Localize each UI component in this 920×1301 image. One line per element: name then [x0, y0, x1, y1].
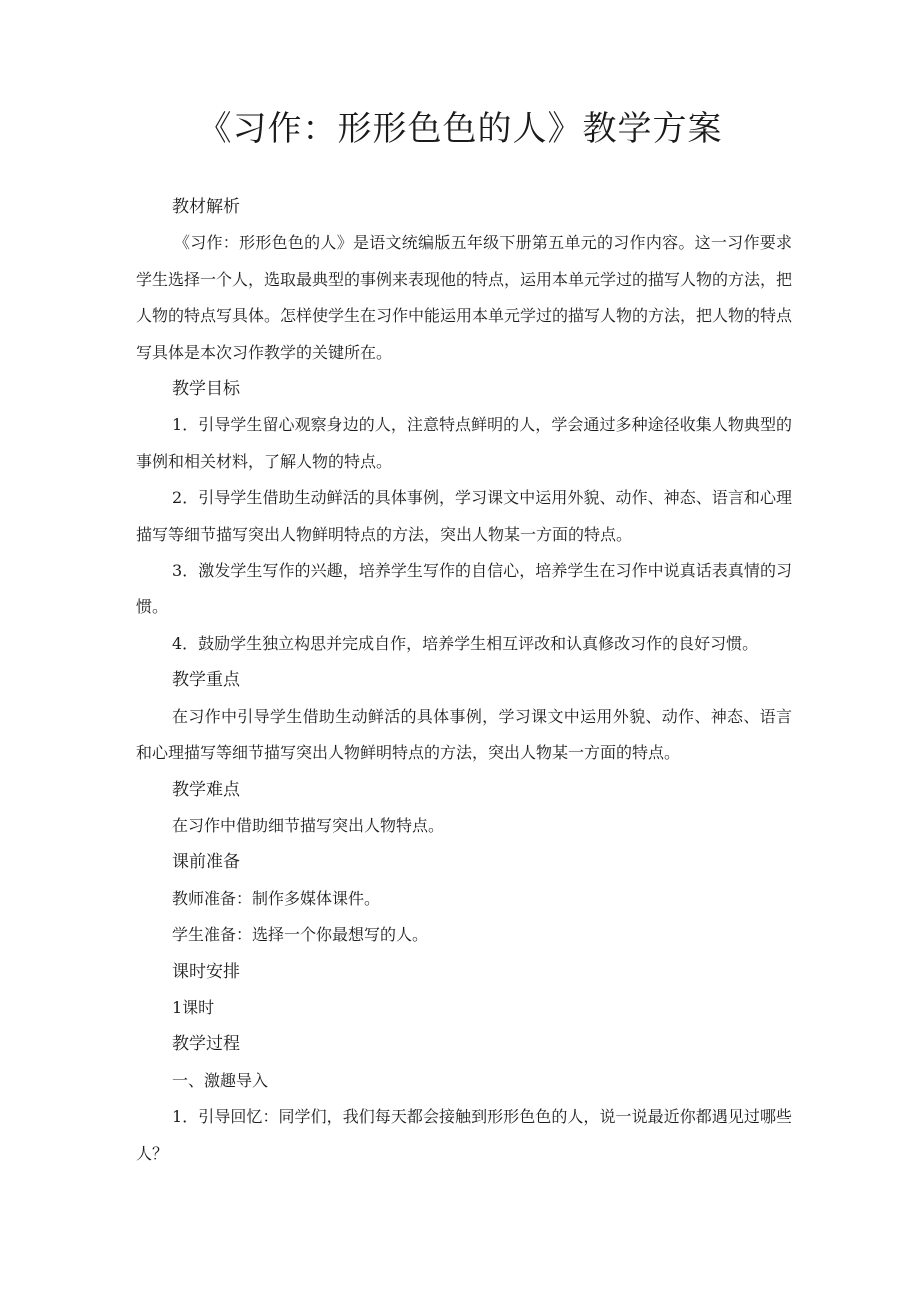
- paragraph-difficulties: 在习作中借助细节描写突出人物特点。: [172, 815, 445, 835]
- teacher-preparation: 教师准备：制作多媒体课件。: [172, 888, 381, 908]
- heading-preparation: 课前准备: [172, 852, 240, 873]
- student-preparation: 学生准备：选择一个你最想写的人。: [172, 925, 429, 945]
- document-title: 《习作：形形色色的人》教学方案: [197, 109, 723, 149]
- heading-difficulties: 教学难点: [172, 779, 240, 800]
- heading-material-analysis: 教材解析: [172, 197, 240, 217]
- heading-process: 教学过程: [172, 1034, 240, 1055]
- paragraph-key-points: 在习作中引导学生借助生动鲜活的具体事例，学习课文中运用外貌、动作、神态、语言和心理描写等细节描写突出人物鲜明特点的方法，突出人物某一方面的特点。: [136, 706, 792, 763]
- document-body: [136, 189, 792, 1172]
- paragraph-material-analysis: 《习作：形形色色的人》是语文统编版五年级下册第五单元的习作内容。这一习作要求学生选择一个人，选取最典型的事例来表现他的特点，运用本单元学过的描写人物的方法，把人物的特点写具体。怎样使学生在习作中能运用本单元学过的描写人物的方法，把人物的特点写具体是本次习作教学的关键所在。: [136, 233, 793, 362]
- goal-item-3: 3．激发学生写作的兴趣，培养学生写作的自信心，培养学生在习作中说真话表真情的习惯。: [136, 561, 792, 617]
- heading-schedule: 课时安排: [172, 961, 240, 982]
- goal-item-1: 1．引导学生留心观察身边的人，注意特点鲜明的人，学会通过多种途径收集人物典型的事例和相关材料，了解人物的特点。: [136, 415, 792, 471]
- goal-item-4: 4．鼓励学生独立构思并完成自作，培养学生相互评改和认真修改习作的良好习惯。: [172, 633, 759, 653]
- heading-goals: 教学目标: [172, 379, 240, 400]
- process-item-one: 1．引导回忆：同学们，我们每天都会接触到形形色色的人，说一说最近你都遇见过哪些人？: [136, 1107, 792, 1163]
- process-step-one: 一、激趣导入: [172, 1070, 269, 1090]
- paragraph-schedule: 1课时: [172, 997, 215, 1017]
- heading-key-points: 教学重点: [172, 670, 240, 691]
- goal-item-2: 2．引导学生借助生动鲜活的具体事例，学习课文中运用外貌、动作、神态、语言和心理描写等细节描写突出人物鲜明特点的方法，突出人物某一方面的特点。: [136, 488, 792, 544]
